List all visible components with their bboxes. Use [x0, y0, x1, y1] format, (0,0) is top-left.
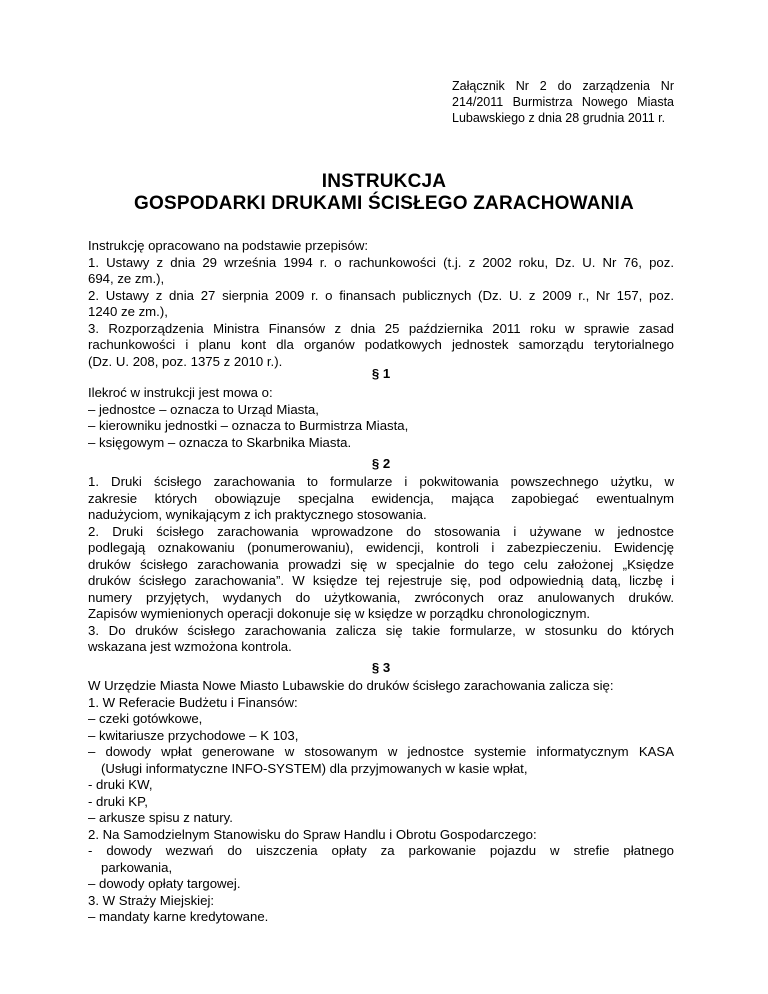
section-1-line: – jednostce – oznacza to Urząd Miasta, — [88, 401, 319, 417]
intro-line: 3. Rozporządzenia Ministra Finansów z dnia 25 października 2011 roku w sprawie zasad — [88, 320, 674, 336]
section-2-line: nadużyciom, wynikającym z ich praktycznego stosowania. — [88, 507, 427, 522]
section-3-line: - druki KW, — [88, 777, 153, 792]
intro-block — [88, 238, 674, 370]
intro-line: Instrukcję opracowano na podstawie przepisów: — [88, 238, 369, 253]
section-1-block — [88, 385, 674, 451]
section-3-line: – arkusze spisu z natury. — [88, 810, 233, 825]
annex-line: 214/2011 Burmistrza Nowego Miasta — [452, 95, 674, 109]
intro-line: 2. Ustawy z dnia 27 sierpnia 2009 r. o finansach publicznych (Dz. U. z 2009 r., Nr 157, poz. — [88, 287, 674, 303]
section-3-line: - dowody wezwań do uiszczenia opłaty za parkowanie pojazdu w strefie płatnego — [88, 843, 674, 858]
intro-line: 1240 ze zm.), — [88, 304, 168, 319]
section-3-line: W Urzędzie Miasta Nowe Miasto Lubawskie do druków ścisłego zarachowania zalicza się: — [88, 678, 614, 693]
annex-note — [452, 78, 674, 126]
section-1-line: – księgowym – oznacza to Skarbnika Miasta. — [88, 434, 352, 450]
section-3-block — [88, 678, 674, 926]
section-2-line: podlegają oznakowaniu (ponumerowaniu), ewidencji, kontroli i zabezpieczeniu. Ewidencję — [88, 540, 674, 555]
annex-line: Załącznik Nr 2 do zarządzenia Nr — [452, 79, 674, 93]
section-2-line: druków ścisłego zarachowania”. W księdze tej rejestruje się, pod odpowiednią datą, liczbę i — [88, 573, 674, 588]
section-3-line: parkowania, — [101, 859, 173, 875]
section-3-line: 3. W Straży Miejskiej: — [88, 892, 215, 908]
section-3-heading: § 3 — [371, 660, 391, 675]
section-1-heading: § 1 — [371, 366, 391, 381]
annex-line: Lubawskiego z dnia 28 grudnia 2011 r. — [452, 111, 666, 125]
section-2-line: druków ścisłego zarachowania prowadzi się w specjalnie do tego celu założonej „Księdze — [88, 556, 674, 572]
section-3-line: 2. Na Samodzielnym Stanowisku do Spraw Handlu i Obrotu Gospodarczego: — [88, 826, 537, 842]
section-2-line: numery przyjętych, wydanych do użytkowania, zwróconych oraz anulowanych druków. — [88, 589, 674, 605]
section-2-line: wskazana jest wzmożona kontrola. — [88, 639, 292, 654]
intro-line: rachunkowości i planu kont dla organów podatkowych jednostek samorządu terytorialnego — [88, 337, 674, 352]
section-2-heading: § 2 — [371, 456, 391, 471]
section-2-line: 3. Do druków ścisłego zarachowania zalicza się takie formularze, w stosunku do których — [88, 622, 674, 638]
section-3-line: - druki KP, — [88, 793, 148, 809]
section-1-line: Ilekroć w instrukcji jest mowa o: — [88, 385, 273, 400]
section-2-line: 2. Druki ścisłego zarachowania wprowadzone do stosowania i używane w jednostce — [88, 523, 674, 539]
section-2-line: Zapisów wymienionych operacji dokonuje się w księdze w porządku chronologicznym. — [88, 606, 591, 621]
intro-line: 694, ze zm.), — [88, 271, 165, 286]
section-2-line: 1. Druki ścisłego zarachowania to formularze i pokwitowania powszechnego użytku, w — [88, 474, 674, 489]
section-2-line: zakresie których obowiązuje specjalna ewidencja, mająca zapobiegać ewentualnym — [88, 490, 674, 506]
section-3-line: – dowody opłaty targowej. — [88, 876, 241, 891]
section-3-line: – mandaty karne kredytowane. — [88, 909, 269, 924]
section-3-line: 1. W Referacie Budżetu i Finansów: — [88, 694, 298, 710]
document-title: INSTRUKCJA — [321, 171, 447, 192]
document-subtitle: GOSPODARKI DRUKAMI ŚCISŁEGO ZARACHOWANIA — [134, 193, 634, 214]
section-3-line: (Usługi informatyczne INFO-SYSTEM) dla przyjmowanych w kasie wpłat, — [101, 760, 528, 776]
section-3-line: – dowody wpłat generowane w stosowanym w jednostce systemie informatycznym KASA — [88, 744, 674, 759]
section-1-line: – kierowniku jednostki – oznacza to Burmistrza Miasta, — [88, 418, 409, 433]
section-2-block — [88, 474, 674, 656]
intro-line: 1. Ustawy z dnia 29 września 1994 r. o rachunkowości (t.j. z 2002 roku, Dz. U. Nr 76, poz. — [88, 254, 674, 270]
section-3-line: – czeki gotówkowe, — [88, 711, 203, 726]
section-3-line: – kwitariusze przychodowe – K 103, — [88, 727, 299, 743]
intro-line: (Dz. U. 208, poz. 1375 z 2010 r.). — [88, 353, 283, 369]
